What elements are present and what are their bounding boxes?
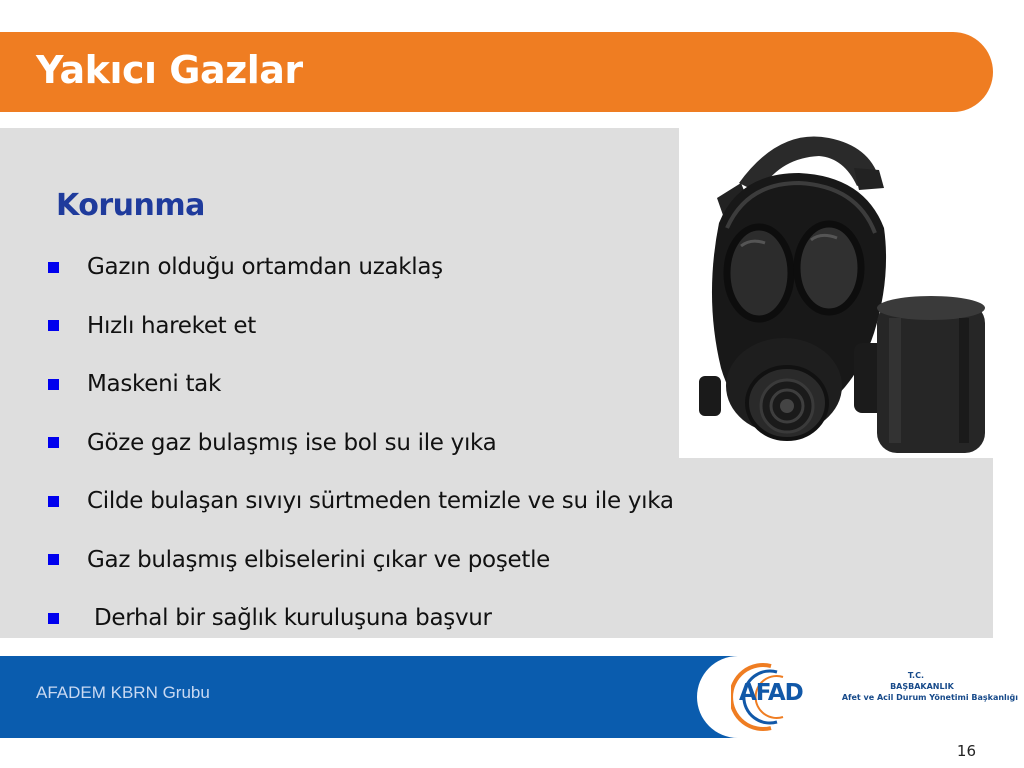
title-bar [0, 32, 993, 112]
bullet-text: Hızlı hareket et [87, 312, 256, 339]
logo-panel [697, 656, 1024, 738]
list-item [48, 238, 674, 297]
list-item [48, 297, 674, 356]
bullet-list [48, 238, 674, 648]
list-item [48, 589, 674, 648]
gas-mask-image [679, 128, 993, 458]
agency-name [842, 670, 1018, 703]
list-item [48, 472, 674, 531]
afad-logo-text: AFAD [739, 680, 803, 706]
square-bullet-icon [48, 437, 59, 448]
agency-line-ministry: BAŞBAKANLIK [890, 682, 954, 691]
bullet-text: Derhal bir sağlık kuruluşuna başvur [87, 605, 492, 632]
section-heading: Korunma [56, 188, 205, 223]
group-name: AFADEM KBRN Grubu [36, 683, 210, 702]
square-bullet-icon [48, 320, 59, 331]
square-bullet-icon [48, 554, 59, 565]
gas-mask-icon [679, 128, 993, 458]
agency-line-name: Afet ve Acil Durum Yönetimi Başkanlığı [841, 693, 1018, 702]
slide-title: Yakıcı Gazlar [36, 48, 303, 92]
square-bullet-icon [48, 262, 59, 273]
bullet-text: Göze gaz bulaşmış ise bol su ile yıka [87, 429, 497, 456]
agency-line-tc: T.C. [907, 671, 925, 680]
bullet-text: Gazın olduğu ortamdan uzaklaş [87, 254, 443, 281]
list-item [48, 531, 674, 590]
square-bullet-icon [48, 613, 59, 624]
bullet-text: Maskeni tak [87, 371, 221, 398]
bullet-text: Gaz bulaşmış elbiselerini çıkar ve poşetle [87, 546, 551, 573]
bullet-text: Cilde bulaşan sıvıyı sürtmeden temizle ve su ile yıka [87, 488, 674, 515]
list-item [48, 355, 674, 414]
square-bullet-icon [48, 379, 59, 390]
page-number: 16 [956, 742, 976, 760]
square-bullet-icon [48, 496, 59, 507]
list-item [48, 414, 674, 473]
footer-bar [0, 656, 1024, 738]
